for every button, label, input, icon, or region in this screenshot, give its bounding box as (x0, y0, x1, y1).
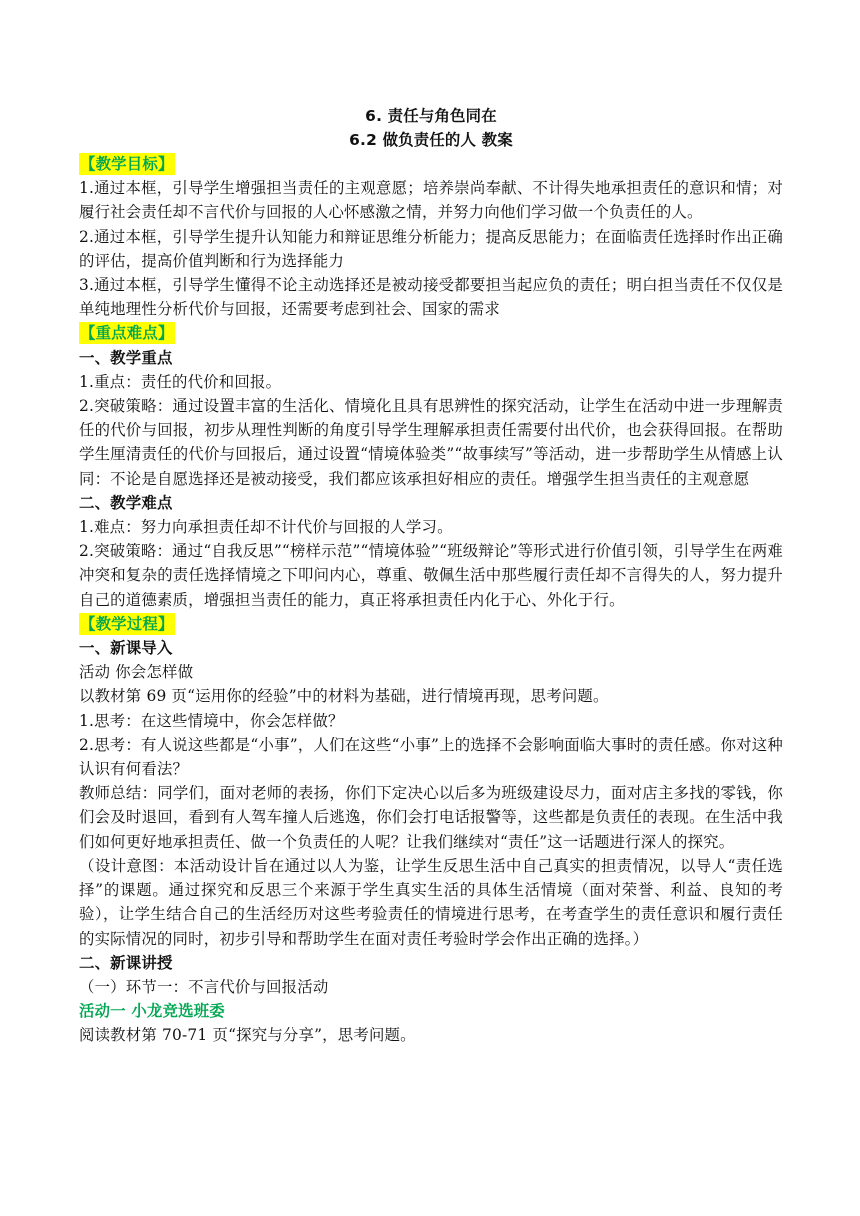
process-section (79, 612, 783, 1048)
key-points-heading-1: 一、教学重点 (79, 348, 173, 367)
lesson-title: 6.2 做负责任的人 教案 (349, 131, 513, 149)
key-points-tag: 【重点难点】 (80, 324, 174, 343)
objective-item-1: 1.通过本框，引导学生增强担当责任的主观意愿；培养崇尚奉献、不计得失地承担责任的意识和情；对履行社会责任却不言代价与回报的人心怀感激之情，并努力向他们学习做一个负责任的人。 (79, 179, 783, 222)
key-points-paragraph-3: 1.难点：努力向承担责任却不计代价与回报的人学习。 (79, 518, 453, 537)
process-paragraph-6: （设计意图：本活动设计旨在通过以人为鉴，让学生反思生活中自己真实的担责情况，以导人“责任选择”的课题。通过探究和反思三个来源于学生真实生活的具体生活情境（面对荣誉、利益、良知的考验），让学生结合自己的生活经历对这些考验责任的情境进行思考，在考查学生的责任意识和履行责任的实际情况的同时，初步引导和帮助学生在面对责任考验时学会作出正确的选择。） (79, 856, 783, 948)
process-paragraph-5: 教师总结：同学们，面对老师的表扬，你们下定决心以后多为班级建设尽力，面对店主多找的零钱，你们会及时退回，看到有人驾车撞人后逃逸，你们会打电话报警等，这些都是负责任的表现。在生活中我们如何更好地承担责任、做一个负责任的人呢？让我们继续对“责任”这一话题进行深人的探究。 (79, 784, 783, 851)
document-page (79, 104, 783, 1048)
key-points-paragraph-4: 2.突破策略：通过“自我反思”“榜样示范”“情境体验”“班级辩论”等形式进行价值引领，引导学生在两难冲突和复杂的责任选择情境之下叩问内心，尊重、敬佩生活中那些履行责任却不言得失的人，努力提升自己的道德素质，增强担当责任的能力，真正将承担责任内化于心、外化于行。 (79, 542, 783, 609)
process-paragraph-4: 2.思考：有人说这些都是“小事”，人们在这些“小事”上的选择不会影响面临大事时的责任感。你对这种认识有何看法？ (79, 735, 783, 779)
process-heading-2: 二、新课讲授 (79, 953, 173, 972)
process-tag: 【教学过程】 (80, 614, 174, 633)
activity-heading: 活动一 小龙竞选班委 (79, 1002, 225, 1021)
objectives-section (79, 152, 783, 321)
key-points-paragraph-2: 2.突破策略：通过设置丰富的生活化、情境化且具有思辨性的探究活动，让学生在活动中进一步理解责任的代价与回报，初步从理性判断的角度引导学生理解承担责任需要付出代价，也会获得回报。在帮助学生厘清责任的代价与回报后，通过设置“情境体验类”“故事续写”等活动，进一步帮助学生从情感上认同：不论是自愿选择还是被动接受，我们都应该承担好相应的责任。增强学生担当责任的主观意愿 (79, 397, 783, 488)
objective-item-2: 2.通过本框，引导学生提升认知能力和辩证思维分析能力；提高反思能力；在面临责任选择时作出正确的评估，提高价值判断和行为选择能力 (79, 227, 783, 270)
key-points-section (79, 321, 783, 611)
objective-item-3: 3.通过本框，引导学生懂得不论主动选择还是被动接受都要担当起应负的责任；明白担当责任不仅仅是单纯地理性分析代价与回报，还需要考虑到社会、国家的需求 (79, 276, 783, 319)
key-points-heading-2: 二、教学难点 (79, 493, 173, 512)
process-paragraph-8: 阅读教材第 70-71 页“探究与分享”，思考问题。 (79, 1026, 416, 1045)
process-paragraph-7: （一）环节一：不言代价与回报活动 (79, 977, 329, 996)
objectives-tag: 【教学目标】 (80, 155, 174, 173)
process-paragraph-3: 1.思考：在这些情境中，你会怎样做？ (79, 711, 344, 730)
process-paragraph-2: 以教材第 69 页“运用你的经验”中的材料为基础，进行情境再现，思考问题。 (79, 687, 609, 706)
process-paragraph-1: 活动 你会怎样做 (79, 663, 194, 682)
process-heading-1: 一、新课导入 (79, 639, 173, 658)
key-points-paragraph-1: 1.重点：责任的代价和回报。 (79, 372, 282, 391)
chapter-title: 6. 责任与角色同在 (365, 107, 497, 125)
